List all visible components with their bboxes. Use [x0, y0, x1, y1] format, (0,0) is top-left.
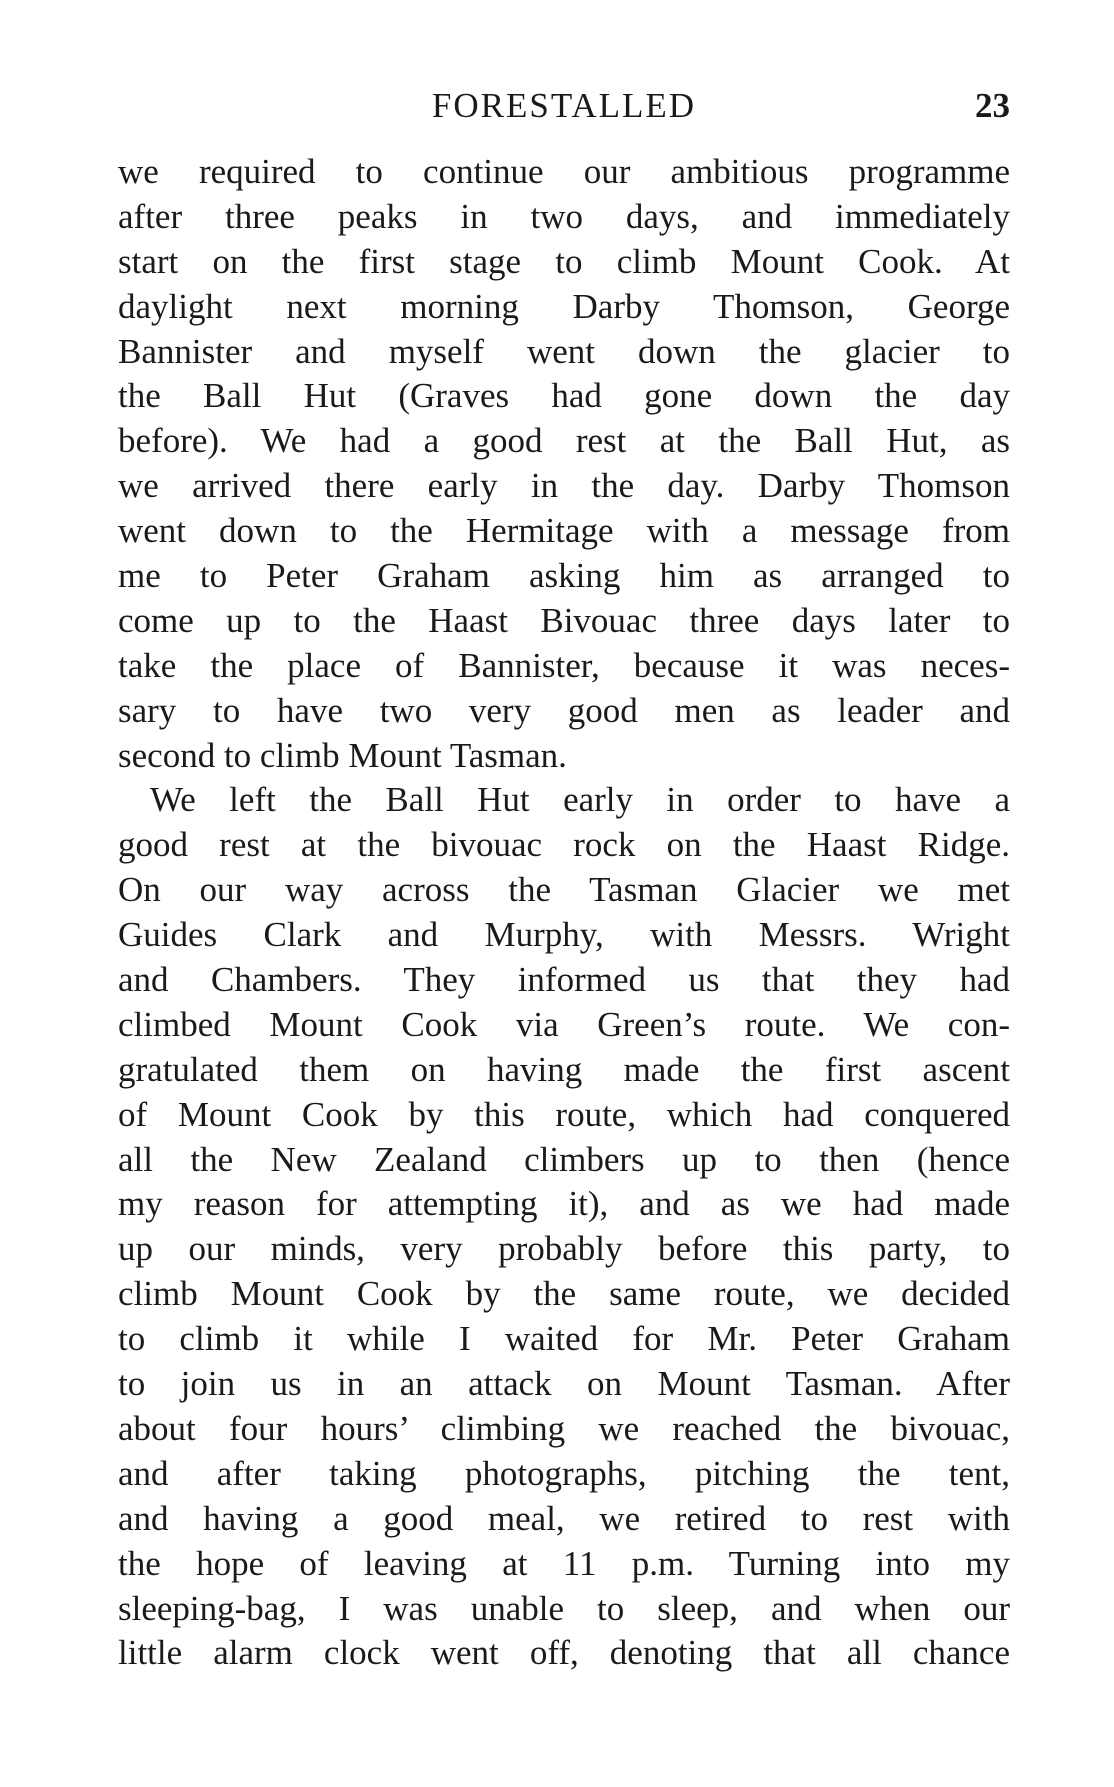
text-line: sary to have two very good men as leader and — [118, 690, 1010, 730]
text-line: the Ball Hut (Graves had gone down the day — [118, 376, 1010, 416]
text-line: climbed Mount Cook via Green’s route. We con- — [118, 1004, 1010, 1044]
text-line: about four hours’ climbing we reached the bivouac, — [118, 1408, 1010, 1448]
body-text — [118, 150, 1010, 1676]
text-line: the hope of leaving at 11 p.m. Turning into my — [118, 1543, 1010, 1583]
text-line: start on the first stage to climb Mount Cook. At — [118, 241, 1010, 281]
running-head — [118, 84, 1010, 128]
text-line: my reason for attempting it), and as we had made — [118, 1184, 1010, 1224]
text-line: me to Peter Graham asking him as arranged to — [118, 556, 1010, 596]
text-line: went down to the Hermitage with a message from — [118, 511, 1010, 551]
text-line: little alarm clock went off, denoting that all chance — [118, 1633, 1010, 1673]
chapter-title: FORESTALLED — [431, 86, 697, 125]
text-line: good rest at the bivouac rock on the Haast Ridge. — [118, 825, 1010, 865]
page-number: 23 — [975, 86, 1010, 125]
text-line: to climb it while I waited for Mr. Peter Graham — [118, 1319, 1010, 1359]
text-line: climb Mount Cook by the same route, we decided — [118, 1274, 1010, 1314]
text-line: after three peaks in two days, and immediately — [118, 196, 1010, 236]
text-line: and after taking photographs, pitching the tent, — [118, 1453, 1010, 1493]
text-line: and Chambers. They informed us that they had — [118, 960, 1010, 1000]
text-line: come up to the Haast Bivouac three days later to — [118, 600, 1010, 640]
text-line: On our way across the Tasman Glacier we met — [118, 870, 1010, 910]
text-line: sleeping-bag, I was unable to sleep, and when our — [118, 1588, 1010, 1628]
text-line: and having a good meal, we retired to rest with — [118, 1498, 1010, 1538]
text-line: gratulated them on having made the first ascent — [118, 1049, 1010, 1089]
paragraph-end-line: second to climb Mount Tasman. — [118, 735, 567, 775]
text-line: we arrived there early in the day. Darby Thomson — [118, 466, 1010, 506]
text-line: of Mount Cook by this route, which had conquered — [118, 1094, 1010, 1134]
text-line: daylight next morning Darby Thomson, George — [118, 286, 1010, 326]
text-line: all the New Zealand climbers up to then (hence — [118, 1139, 1010, 1179]
text-line: we required to continue our ambitious programme — [118, 152, 1010, 191]
text-line: to join us in an attack on Mount Tasman. After — [118, 1364, 1010, 1404]
text-line: Guides Clark and Murphy, with Messrs. Wright — [118, 915, 1010, 955]
text-line: take the place of Bannister, because it was neces- — [118, 645, 1010, 685]
text-line: Bannister and myself went down the glacier to — [118, 331, 1010, 371]
text-line: before). We had a good rest at the Ball Hut, as — [118, 421, 1010, 461]
text-line: up our minds, very probably before this party, to — [118, 1229, 1010, 1269]
paragraph-start-line: We left the Ball Hut early in order to have a — [150, 780, 1010, 820]
